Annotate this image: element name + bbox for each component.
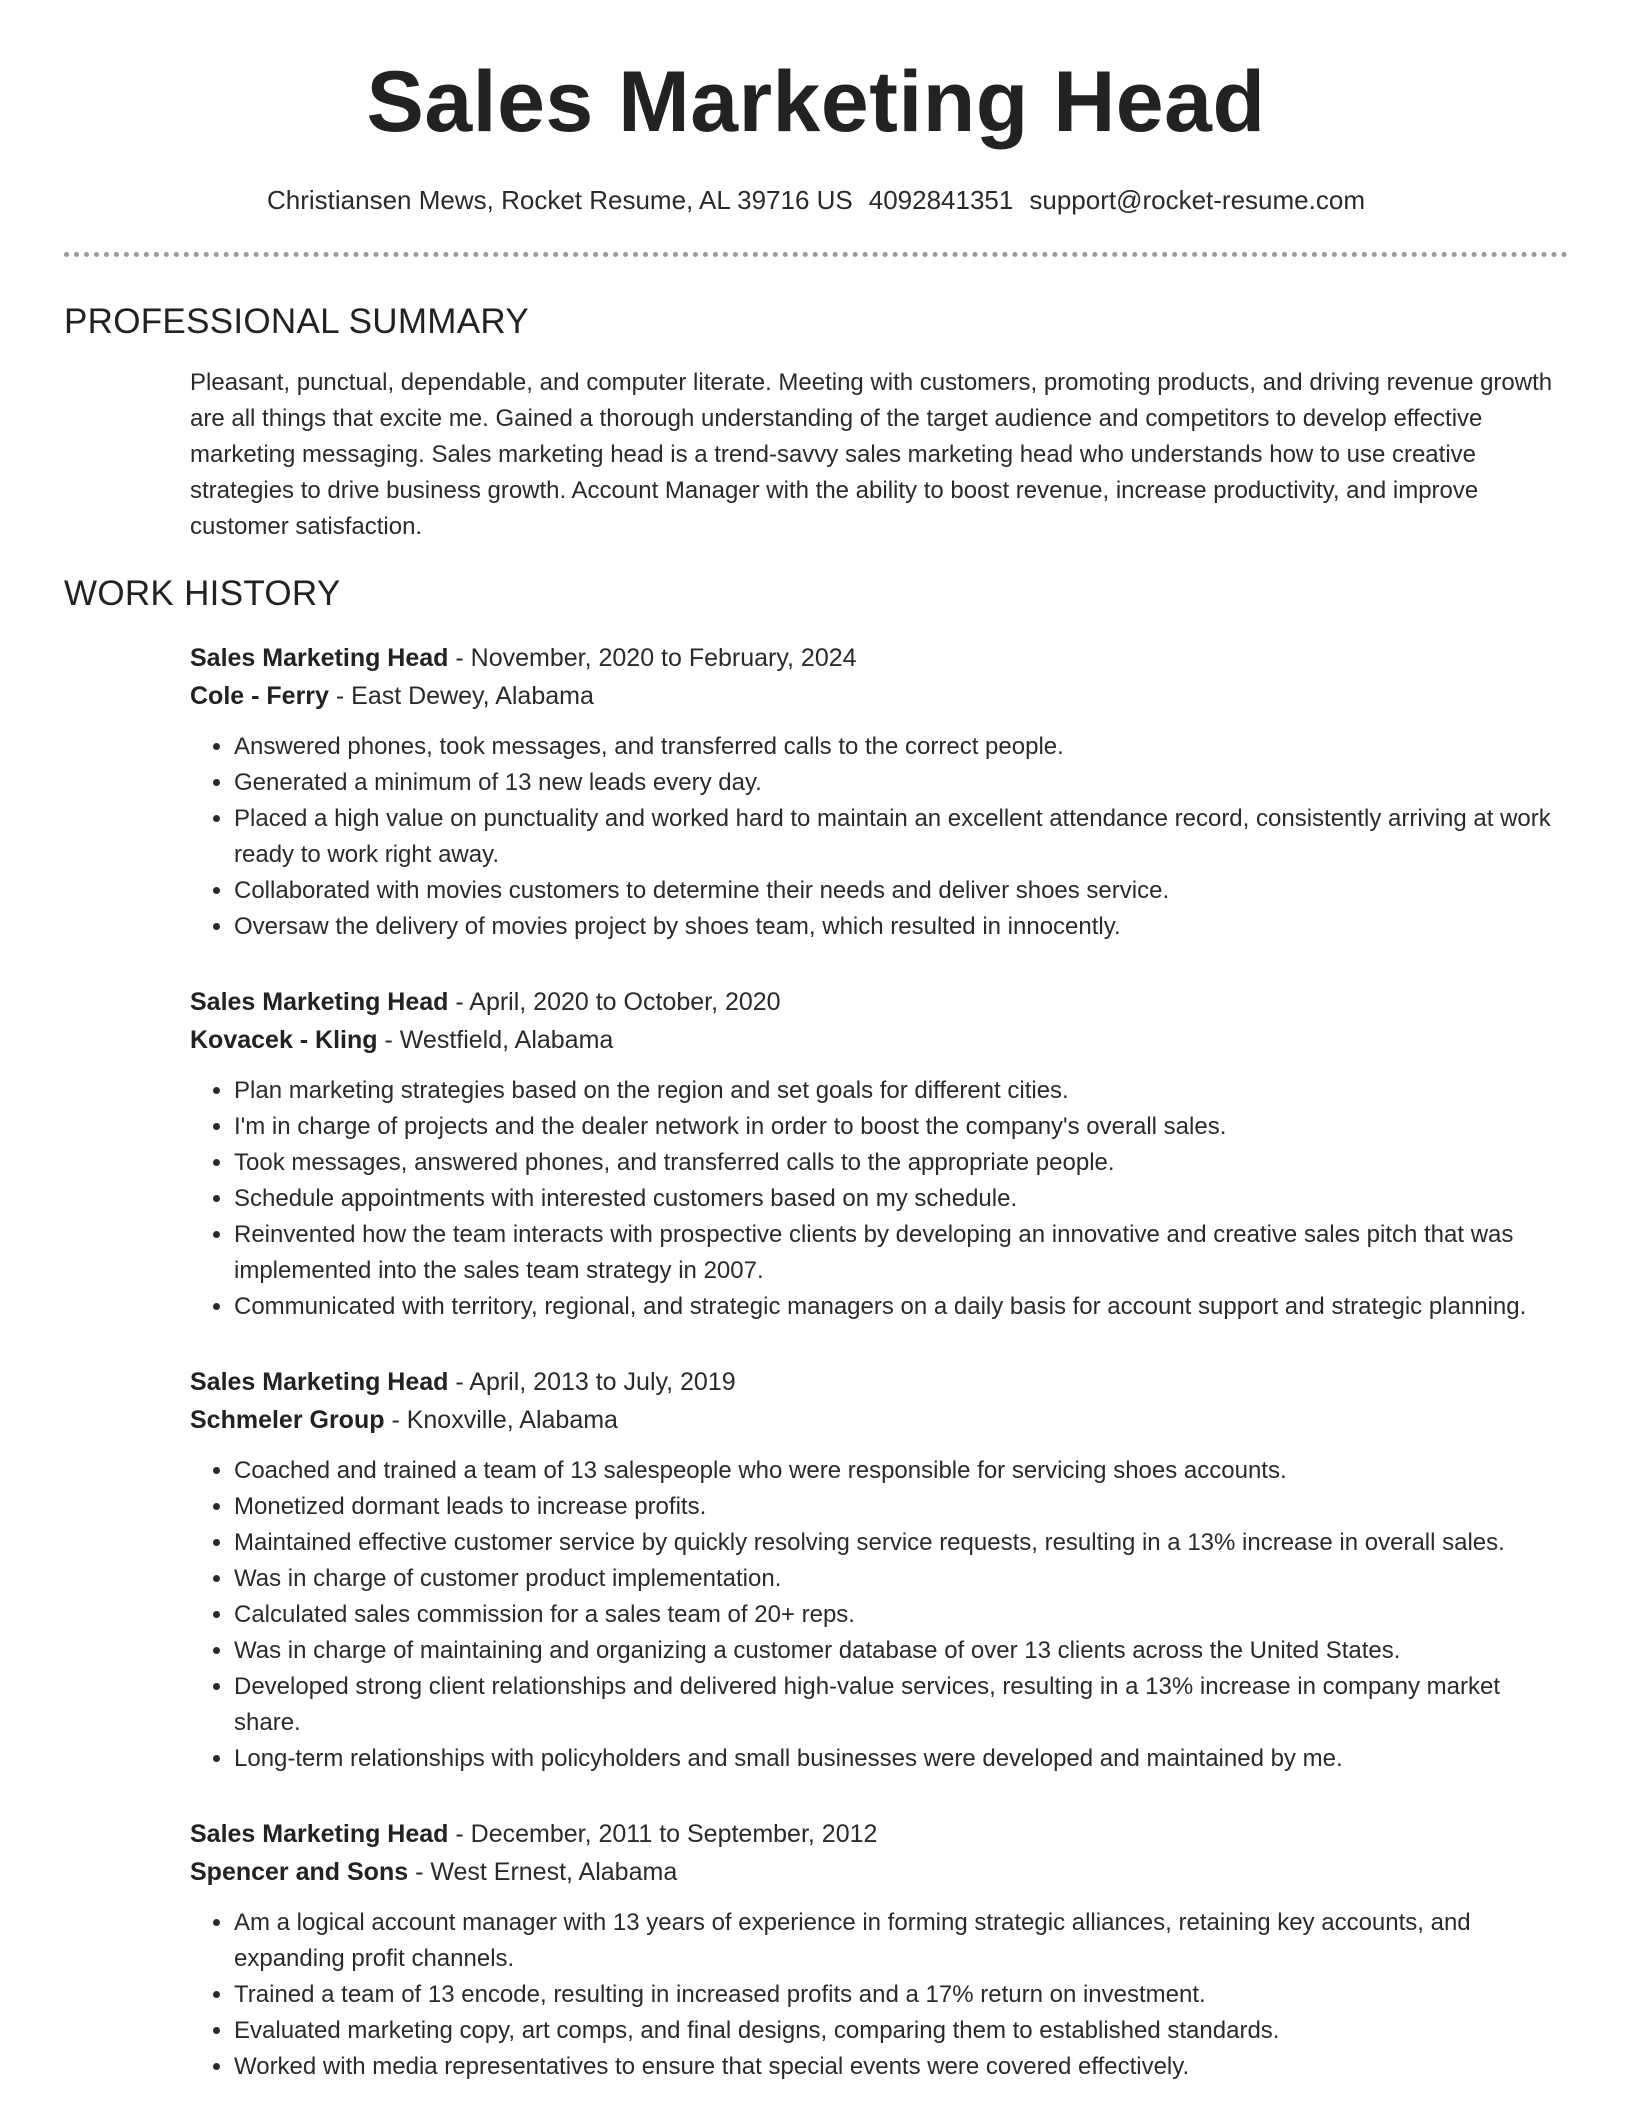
job-location: - Westfield, Alabama — [377, 1026, 614, 1054]
job-company: Spencer and Sons — [190, 1858, 409, 1886]
job-company: Cole - Ferry — [190, 682, 329, 710]
job-entry — [190, 1363, 1568, 1777]
work-history-list — [190, 639, 1568, 2085]
resume-name: Sales Marketing Head — [366, 54, 1266, 150]
job-dates: - April, 2013 to July, 2019 — [448, 1368, 736, 1396]
job-dates: - December, 2011 to September, 2012 — [448, 1820, 878, 1848]
job-role: Sales Marketing Head — [190, 1820, 449, 1848]
job-dates: - November, 2020 to February, 2024 — [448, 644, 857, 672]
job-company: Schmeler Group — [190, 1406, 385, 1434]
contact-phone: 4092841351 — [868, 185, 1014, 215]
job-company-line — [190, 677, 1568, 715]
job-company-line — [190, 1021, 1568, 1059]
job-bullet: • Reinvented how the team interacts with prospective clients by developing an innovative and creative sales pitch that was implemented into the sales team strategy in 2007. — [234, 1217, 1568, 1289]
work-history-heading: WORK HISTORY — [64, 574, 341, 613]
job-company-line — [190, 1853, 1568, 1891]
job-bullet: • Plan marketing strategies based on the region and set goals for different cities. — [234, 1073, 1568, 1109]
job-role: Sales Marketing Head — [190, 988, 449, 1016]
job-bullets — [190, 729, 1568, 945]
job-bullet: • Am a logical account manager with 13 years of experience in forming strategic alliances, retaining key accounts, and expanding profit channels. — [234, 1905, 1568, 1977]
job-title-line — [190, 983, 1568, 1021]
job-company-line — [190, 1401, 1568, 1439]
job-bullet: • Monetized dormant leads to increase profits. — [234, 1489, 1568, 1525]
job-title-line — [190, 1363, 1568, 1401]
job-bullet: • Worked with media representatives to ensure that special events were covered effectively. — [234, 2049, 1568, 2085]
job-bullet: • Communicated with territory, regional, and strategic managers on a daily basis for account support and strategic planning. — [234, 1289, 1568, 1325]
job-bullet: • Took messages, answered phones, and transferred calls to the appropriate people. — [234, 1145, 1568, 1181]
job-bullet: • Placed a high value on punctuality and worked hard to maintain an excellent attendance record, consistently arriving at work ready to work right away. — [234, 801, 1568, 873]
job-bullet: • Calculated sales commission for a sales team of 20+ reps. — [234, 1597, 1568, 1633]
job-bullet: • Answered phones, took messages, and transferred calls to the correct people. — [234, 729, 1568, 765]
header-divider — [64, 252, 1568, 257]
job-company: Kovacek - Kling — [190, 1026, 378, 1054]
job-bullets — [190, 1453, 1568, 1777]
contact-email: support@rocket-resume.com — [1029, 185, 1365, 215]
job-role: Sales Marketing Head — [190, 1368, 449, 1396]
job-bullet: • Developed strong client relationships and delivered high-value services, resulting in a 13% increase in company market share. — [234, 1669, 1568, 1741]
job-bullets — [190, 1905, 1568, 2085]
job-bullet: • Collaborated with movies customers to determine their needs and deliver shoes service. — [234, 873, 1568, 909]
job-dates: - April, 2020 to October, 2020 — [448, 988, 781, 1016]
job-entry — [190, 983, 1568, 1325]
job-bullet: • Maintained effective customer service by quickly resolving service requests, resulting in a 13% increase in overall sales. — [234, 1525, 1568, 1561]
job-bullet: • Schedule appointments with interested customers based on my schedule. — [234, 1181, 1568, 1217]
job-bullet: • Was in charge of maintaining and organizing a customer database of over 13 clients across the United States. — [234, 1633, 1568, 1669]
job-bullet: • I'm in charge of projects and the dealer network in order to boost the company's overall sales. — [234, 1109, 1568, 1145]
job-bullet: • Was in charge of customer product implementation. — [234, 1561, 1568, 1597]
job-location: - East Dewey, Alabama — [328, 682, 594, 710]
job-bullet: • Long-term relationships with policyholders and small businesses were developed and maintained by me. — [234, 1741, 1568, 1777]
contact-line — [64, 184, 1568, 216]
summary-heading: PROFESSIONAL SUMMARY — [64, 302, 529, 341]
summary-text: Pleasant, punctual, dependable, and computer literate. Meeting with customers, promoting products, and driving revenue growth are all things that excite me. Gained a thorough understanding of the target audience and competitors to develop effective marketing messaging. Sales marketing head is a trend-savvy sales marketing head who understands how to use creative strategies to drive business growth. Account Manager with the ability to boost revenue, increase productivity, and improve customer satisfaction. — [190, 369, 1553, 540]
job-bullet: • Trained a team of 13 encode, resulting in increased profits and a 17% return on investment. — [234, 1977, 1568, 2013]
job-title-line — [190, 639, 1568, 677]
job-bullet: • Generated a minimum of 13 new leads every day. — [234, 765, 1568, 801]
job-bullets — [190, 1073, 1568, 1325]
resume-page — [64, 0, 1568, 2085]
job-bullet: • Coached and trained a team of 13 salespeople who were responsible for servicing shoes accounts. — [234, 1453, 1568, 1489]
job-location: - West Ernest, Alabama — [408, 1858, 678, 1886]
job-title-line — [190, 1815, 1568, 1853]
contact-address: Christiansen Mews, Rocket Resume, AL 39716 US — [267, 185, 853, 215]
job-entry — [190, 639, 1568, 945]
job-bullet: • Oversaw the delivery of movies project by shoes team, which resulted in innocently. — [234, 909, 1568, 945]
job-role: Sales Marketing Head — [190, 644, 449, 672]
job-entry — [190, 1815, 1568, 2085]
job-bullet: • Evaluated marketing copy, art comps, and final designs, comparing them to established standards. — [234, 2013, 1568, 2049]
job-location: - Knoxville, Alabama — [384, 1406, 618, 1434]
